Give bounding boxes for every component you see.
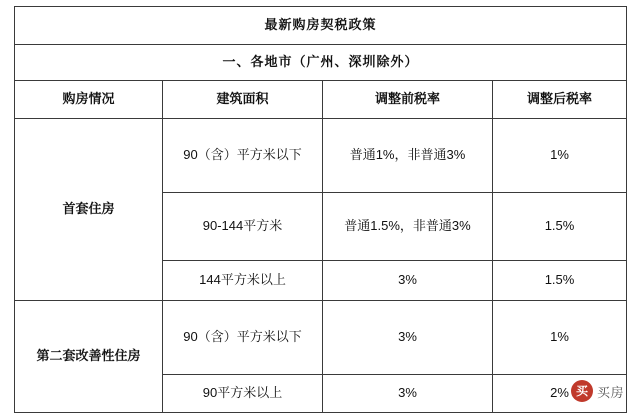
- rate-before-value: 普通1%，非普通3%: [323, 119, 493, 193]
- area-value: 90（含）平方米以下: [163, 301, 323, 375]
- table-row: [15, 119, 627, 193]
- section-heading: 一、各地市（广州、深圳除外）: [15, 45, 627, 81]
- area-value: 90平方米以上: [163, 375, 323, 413]
- rate-after-value: 1.5%: [493, 261, 627, 301]
- table-title-row: [15, 7, 627, 45]
- column-header-rate-before: 调整前税率: [323, 81, 493, 119]
- rate-after-value: 2%: [493, 375, 627, 413]
- rate-before-value: 3%: [323, 301, 493, 375]
- rate-before-value: 3%: [323, 261, 493, 301]
- tax-policy-table: [14, 6, 627, 413]
- table-row: [15, 301, 627, 375]
- column-header-rate-after: 调整后税率: [493, 81, 627, 119]
- area-value: 90（含）平方米以下: [163, 119, 323, 193]
- rate-before-value: 3%: [323, 375, 493, 413]
- column-header-building-area: 建筑面积: [163, 81, 323, 119]
- area-value: 144平方米以上: [163, 261, 323, 301]
- column-header-purchase-situation: 购房情况: [15, 81, 163, 119]
- table-header-row: [15, 81, 627, 119]
- tax-policy-sheet: [14, 6, 626, 406]
- area-value: 90-144平方米: [163, 193, 323, 261]
- watermark-label: 买房: [596, 384, 624, 400]
- document-title: 最新购房契税政策: [15, 7, 627, 45]
- watermark-logo-icon: 买: [571, 380, 593, 402]
- table-section-row: [15, 45, 627, 81]
- rate-after-value: 1%: [493, 119, 627, 193]
- rate-after-value: 1%: [493, 301, 627, 375]
- watermark: [569, 378, 626, 404]
- rate-before-value: 普通1.5%，非普通3%: [323, 193, 493, 261]
- category-second-home-improvement: 第二套改善性住房: [15, 301, 163, 413]
- category-first-home: 首套住房: [15, 119, 163, 301]
- rate-after-value: 1.5%: [493, 193, 627, 261]
